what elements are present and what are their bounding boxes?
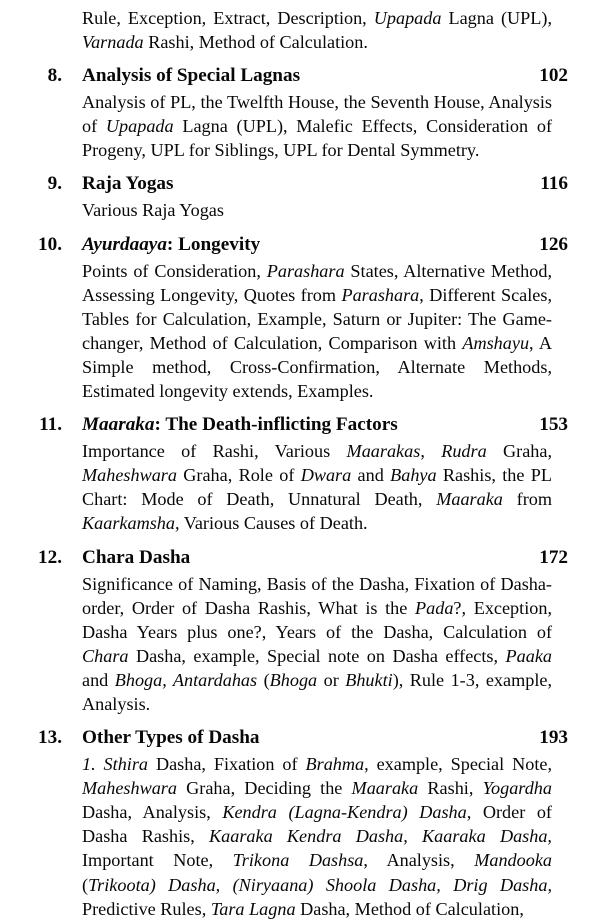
- italic-term: Bahya: [390, 465, 437, 486]
- toc-entry-13-description: [82, 752, 552, 921]
- italic-term: Maheshwara: [82, 778, 177, 799]
- toc-entry-11[interactable]: [0, 403, 568, 439]
- italic-term: Dwara: [300, 465, 352, 486]
- text-run: Significance of Naming, Basis of the Dasha, Fixation of Dasha-order, Order of Dasha Rashis, What is the: [82, 573, 552, 618]
- text-run: (: [257, 669, 270, 690]
- toc-entry-title-italic: Maaraka: [82, 414, 155, 436]
- text-run: , A Simple method, Cross-Confirmation, Alternate Methods, Estimated longevity extends, Examples.: [82, 332, 552, 402]
- toc-entry-number: 11.: [39, 414, 62, 436]
- text-run: Analysis of PL, the Twelfth House, the Seventh House, Analysis of: [82, 92, 552, 137]
- text-run: Graha, Deciding the: [176, 778, 352, 799]
- chapter-7-description-continued: [82, 0, 552, 54]
- text-run: Lagna (UPL),: [441, 8, 552, 28]
- text-run: and: [351, 465, 391, 486]
- text-run: Points of Consideration,: [82, 260, 267, 281]
- italic-term: Pada: [415, 597, 454, 618]
- toc-entry-page-number: 172: [539, 546, 568, 568]
- italic-term: Varnada: [82, 32, 144, 53]
- toc-entry-title: [62, 547, 529, 569]
- text-run: Dasha, example, Special note on Dasha effects,: [128, 645, 506, 666]
- toc-entry-8-description: [82, 90, 552, 162]
- text-run: or: [317, 669, 346, 690]
- text-run: Order of Dasha Rashis,: [82, 802, 552, 847]
- toc-entry-title: [62, 727, 529, 749]
- toc-entry-10[interactable]: [0, 223, 568, 259]
- toc-entry-11-description: [82, 439, 552, 535]
- toc-entry-page-number: 102: [539, 65, 568, 87]
- italic-term: Chara: [82, 645, 129, 666]
- italic-term: Bhoga, Antardahas: [114, 669, 258, 690]
- toc-entry-number: 13.: [38, 727, 62, 749]
- text-run: , Various Causes of Death.: [174, 513, 368, 534]
- italic-term: Yogardha: [482, 778, 552, 799]
- toc-entry-page-number: 116: [540, 173, 568, 195]
- italic-term: Kaarkamsha: [82, 513, 175, 534]
- toc-entry-title-roman: Raja Yogas: [82, 173, 174, 195]
- text-run: Important Note,: [82, 850, 233, 871]
- toc-entry-9[interactable]: [0, 162, 568, 198]
- toc-entry-title: [62, 414, 529, 436]
- italic-term: Mandooka: [474, 850, 552, 871]
- text-run: , Different Scales, Tables for Calculation, Example, Saturn or Jupiter: The Game-changer, Method of Calculation, Comparison with: [82, 284, 552, 353]
- text-run: Dasha, Method of Calculation,: [295, 898, 524, 919]
- text-run: Graha,: [486, 441, 552, 462]
- italic-term: Trikoota) Dasha, (Niryaana) Shoola Dasha, Drig Dasha,: [88, 874, 552, 895]
- text-run: Rashi, Method of Calculation.: [143, 32, 368, 53]
- italic-term: Kendra (Lagna-Kendra) Dasha,: [222, 802, 472, 823]
- toc-entry-13[interactable]: [0, 716, 568, 752]
- italic-term: Maheshwara: [82, 465, 177, 486]
- toc-entry-number: 9.: [47, 173, 62, 195]
- italic-term: Rudra: [441, 441, 487, 462]
- toc-entry-page-number: 126: [539, 233, 568, 255]
- italic-term: Bhukti: [345, 669, 393, 690]
- italic-term: Maarakas: [346, 441, 421, 462]
- text-run: Various Raja Yogas: [82, 200, 224, 221]
- italic-term: Kaaraka Kendra Dasha, Kaaraka Dasha,: [209, 826, 552, 847]
- italic-term: Amshayu: [462, 332, 530, 353]
- italic-term: Bhoga: [269, 669, 318, 690]
- toc-entry-title-roman: Chara Dasha: [82, 546, 191, 568]
- text-run: Rashi,: [418, 778, 483, 799]
- toc-entry-page-number: 153: [539, 414, 568, 436]
- toc-entry-12-description: [82, 572, 552, 717]
- toc-entry-page-number: 193: [539, 727, 568, 749]
- italic-term: 1. Sthira: [82, 754, 149, 775]
- toc-entry-number: 12.: [38, 546, 62, 568]
- toc-entry-number: 10.: [38, 233, 62, 255]
- italic-term: Maaraka: [436, 489, 503, 510]
- italic-term: Upapada: [105, 116, 174, 137]
- text-run: Dasha, Fixation of: [148, 754, 306, 775]
- toc-entry-title: [62, 173, 530, 195]
- text-run: Dasha, Analysis,: [82, 802, 223, 823]
- text-run: Graha, Role of: [176, 465, 301, 486]
- text-run: ?, Exception, Dasha Years plus one?, Years of the Dasha, Calculation of: [82, 597, 552, 642]
- text-run: from: [502, 489, 552, 510]
- italic-term: Upapada: [373, 8, 442, 28]
- text-run: Lagna (UPL), Malefic Effects, Consideration of Progeny, UPL for Siblings, UPL for Dental Symmetry.: [82, 116, 553, 161]
- toc-entry-title-roman: : The Death-inflicting Factors: [154, 414, 398, 436]
- text-run: (: [82, 874, 89, 895]
- italic-term: Paaka: [505, 645, 552, 666]
- italic-term: Parashara: [266, 260, 345, 281]
- toc-entry-title: [62, 65, 529, 87]
- text-run: Predictive Rules,: [82, 898, 211, 919]
- text-run: States, Alternative Method, Assessing Longevity, Quotes from: [82, 260, 552, 305]
- toc-entry-title-roman: : Longevity: [166, 233, 261, 255]
- text-run: , Analysis,: [363, 850, 475, 871]
- italic-term: Trikona Dashsa: [232, 850, 364, 871]
- italic-term: Parashara: [341, 284, 420, 305]
- italic-term: Maaraka: [351, 778, 419, 799]
- toc-entry-9-description: [82, 198, 552, 222]
- toc-entry-title-roman: Other Types of Dasha: [82, 727, 260, 749]
- toc-entry-number: 8.: [47, 65, 62, 87]
- toc-entry-title: [62, 234, 529, 256]
- text-run: Importance of Rashi, Various: [82, 441, 347, 462]
- italic-term: Brahma: [305, 754, 365, 775]
- text-run: ,: [420, 441, 442, 462]
- italic-term: Tara Lagna: [210, 898, 296, 919]
- text-run: Rule, Exception, Extract, Description,: [82, 8, 374, 28]
- toc-entry-title-italic: Ayurdaaya: [82, 233, 167, 255]
- toc-entry-8[interactable]: [0, 54, 568, 90]
- toc-entry-12[interactable]: [0, 536, 568, 572]
- text-run: , example, Special Note,: [364, 754, 553, 775]
- text-run: and: [82, 669, 115, 690]
- text-run: Rashis, the PL Chart: Mode of Death, Unnatural Death,: [82, 465, 552, 510]
- toc-entry-title-roman: Analysis of Special Lagnas: [82, 65, 301, 87]
- text-run: ), Rule 1-3, example, Analysis.: [82, 669, 552, 714]
- toc-entry-10-description: [82, 259, 552, 404]
